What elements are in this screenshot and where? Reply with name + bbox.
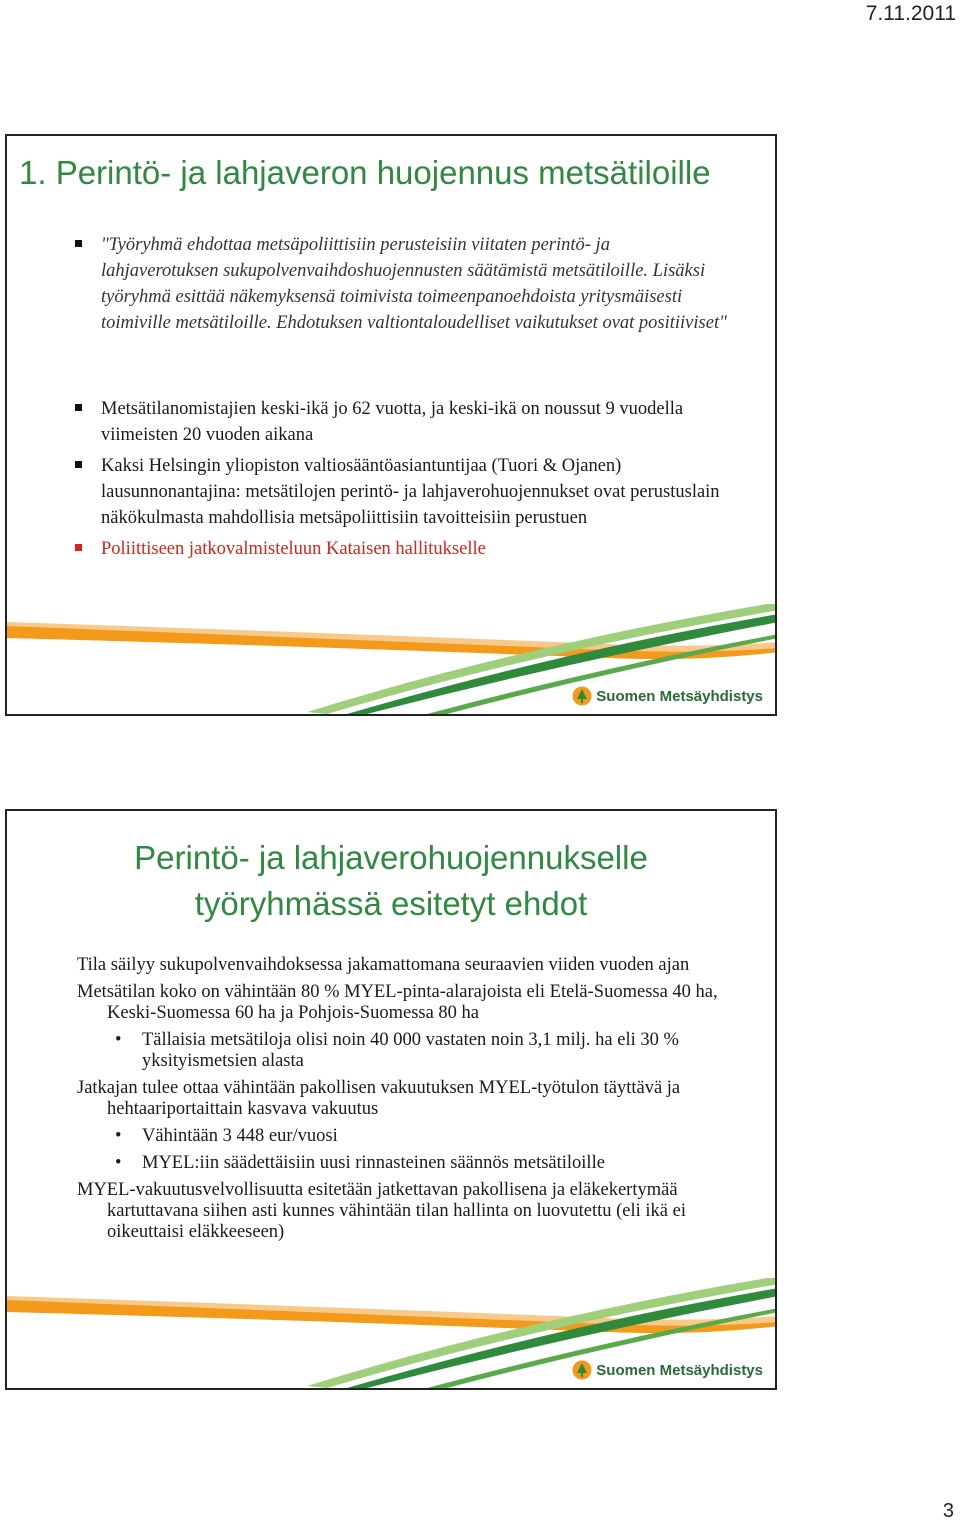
list-item: Tila säilyy sukupolvenvaihdoksessa jakamattomana seuraavien viiden vuoden ajan [77,955,690,975]
title-line-2: työryhmässä esitetyt ehdot [194,885,588,922]
logo [572,686,763,706]
list-item: Metsätilan koko on vähintään 80 % MYEL-pinta-alarajoista eli Etelä-Suomessa 40 ha, Keski-Suomessa 60 ha ja Pohjois-Suomessa 80 ha [77,982,718,1023]
slide-title [7,835,775,927]
sub-item-text: MYEL:iin säädettäisiin uusi rinnasteinen säännös metsätiloille [142,1153,605,1173]
slide-footer [7,1278,775,1388]
list-item [69,453,729,531]
square-bullet-icon [75,461,82,468]
conditions-list [77,955,727,1249]
square-bullet-icon [75,544,82,551]
sub-item-text: Tällaisia metsätiloja olisi noin 40 000 vastaten noin 3,1 milj. ha eli 30 % yksityismetsien alasta [142,1030,679,1071]
slide-footer [7,604,775,714]
logo [572,1360,763,1380]
page-date: 7.11.2011 [865,2,956,25]
tree-logo-icon [572,686,592,706]
bullet-dot-icon: • [115,1126,122,1146]
square-bullet-icon [75,240,82,247]
tree-logo-icon [572,1360,592,1380]
sub-list-item [77,1153,727,1174]
bullet-dot-icon: • [115,1030,122,1050]
quote-bullet [69,232,729,336]
slide-title: 1. Perintö- ja lahjaveron huojennus metsätiloille [19,154,711,191]
bullet-text: Kaksi Helsingin yliopiston valtiosääntöasiantuntijaa (Tuori & Ojanen) lausunnonantajina: metsätilojen perintö- ja lahjaverohuojennukset ovat perustuslain näkökulmasta mahdollisia metsäpoliittisiin tavoitteisiin perustuen [101,456,720,528]
list-item: Jatkajan tulee ottaa vähintään pakollisen vakuutuksen MYEL-työtulon täyttävä ja hehtaariportaittain kasvava vakuutus [77,1078,681,1119]
list-item: MYEL-vakuutusvelvollisuutta esitetään jatkettavan pakollisena ja eläkekertymää kartuttavana siihen asti kunnes vähintään tilan hallinta on luovutettu (eli ikä ei oikeuttaisi eläkkeeseen) [77,1180,686,1242]
slide-1 [5,134,777,716]
bullet-list [69,396,729,567]
bullet-dot-icon: • [115,1153,122,1173]
quote-text: "Työryhmä ehdottaa metsäpoliittisiin perusteisiin viitaten perintö- ja lahjaverotuksen sukupolvenvaihdoshuojennusten säätämistä metsätiloille. Lisäksi työryhmä esittää näkemyksensä toimivista toimeenpanoehdoista yritysmäisesti toimiville metsätiloille. Ehdotuksen valtiontaloudelliset vaikutukset ovat positiiviset" [101,235,727,333]
page-number: 3 [942,1500,954,1522]
quote-list [69,232,729,336]
list-item-highlight [69,536,729,562]
sub-list-item [77,1126,727,1147]
title-line-1: Perintö- ja lahjaverohuojennukselle [134,839,648,876]
bullet-text: Poliittiseen jatkovalmisteluun Kataisen hallitukselle [101,539,486,559]
list-item [69,396,729,448]
logo-text: Suomen Metsäyhdistys [596,1361,763,1379]
logo-text: Suomen Metsäyhdistys [596,687,763,705]
sub-item-text: Vähintään 3 448 eur/vuosi [142,1126,338,1146]
slide-2 [5,809,777,1390]
sub-list-item [77,1030,727,1072]
square-bullet-icon [75,404,82,411]
bullet-text: Metsätilanomistajien keski-ikä jo 62 vuotta, ja keski-ikä on noussut 9 vuodella viimeisten 20 vuoden aikana [101,399,684,445]
